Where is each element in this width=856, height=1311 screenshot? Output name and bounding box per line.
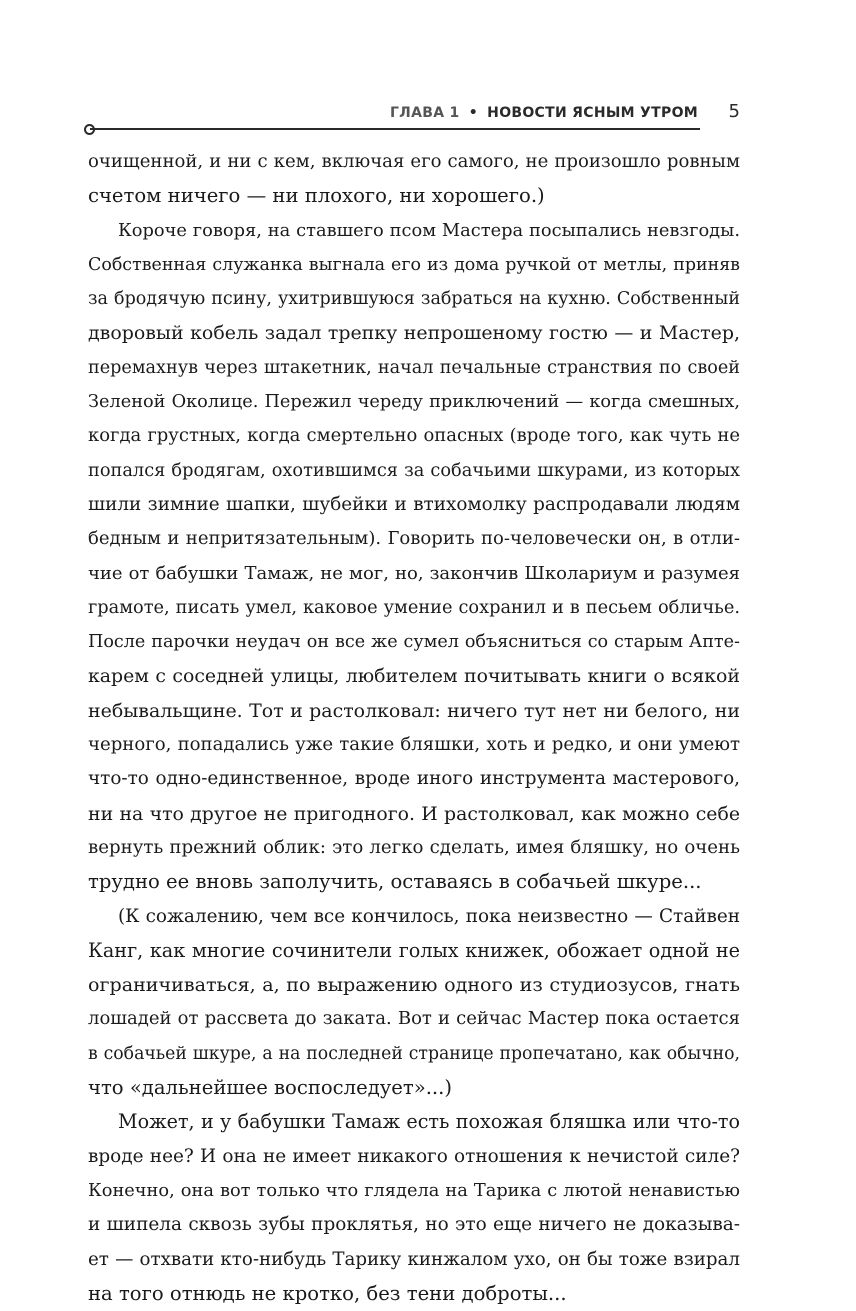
body-text xyxy=(88,145,740,1311)
text-line: вернуть прежний облик: это легко сделать, имея бляшку, но очень xyxy=(88,836,740,858)
chapter-title: НОВОСТИ ЯСНЫМ УТРОМ xyxy=(487,105,698,121)
text-line: небывальщине. Тот и растолковал: ничего тут нет ни белого, ни xyxy=(88,699,740,722)
text-line: Собственная служанка выгнала его из дома ручкой от метлы, приняв xyxy=(88,254,740,275)
separator-bullet: • xyxy=(468,105,478,121)
text-line: чие от бабушки Тамаж, не мог, но, закончив Школариум и разумея xyxy=(88,562,740,584)
text-line: на того отнюдь не кротко, без тени доброты... xyxy=(88,1281,567,1305)
text-line: Канг, как многие сочинители голых книжек, обожает одной не xyxy=(88,938,740,962)
text-line: за бродячую псину, ухитрившуюся забраться на кухню. Собственный xyxy=(88,289,740,310)
text-line: трудно ее вновь заполучить, оставаясь в собачьей шкуре... xyxy=(88,870,702,894)
running-head xyxy=(390,105,698,121)
text-line: ни на что другое не пригодного. И растолковал, как можно себе xyxy=(88,802,740,825)
text-line: в собачьей шкуре, а на последней странице пропечатано, как обычно, xyxy=(88,1043,740,1064)
text-line: ограничиваться, а, по выражению одного из студиозусов, гнать xyxy=(88,973,740,997)
text-line: что «дальнейшее воспоследует»...) xyxy=(88,1076,453,1100)
text-line: Может, и у бабушки Тамаж есть похожая бляшка или что-то xyxy=(118,1110,740,1134)
text-line: карем с соседней улицы, любителем почитывать книги о всякой xyxy=(88,665,740,688)
text-line: и шипела сквозь зубы проклятья, но это еще ничего не доказыва- xyxy=(88,1214,740,1236)
page-number: 5 xyxy=(728,101,740,122)
text-line: счетом ничего — ни плохого, ни хорошего.) xyxy=(88,184,545,208)
text-line: Конечно, она вот только что глядела на Тарика с лютой ненавистью xyxy=(88,1180,740,1201)
text-line: лошадей от рассвета до заката. Вот и сейчас Мастер пока остается xyxy=(88,1008,740,1030)
text-line: перемахнув через штакетник, начал печальные странствия по своей xyxy=(88,357,740,378)
text-line: После парочки неудач он все же сумел объясниться со старым Апте- xyxy=(88,632,740,653)
header-rule xyxy=(90,128,700,130)
text-line: попался бродягам, охотившимся за собачьими шкурами, из которых xyxy=(88,460,740,481)
chapter-label: ГЛАВА 1 xyxy=(389,105,460,121)
text-line: черного, попадались уже такие бляшки, хоть и редко, и они умеют xyxy=(88,734,740,756)
text-line: бедным и непритязательным). Говорить по-человечески он, в отли- xyxy=(88,528,740,550)
text-line: (К сожалению, чем все кончилось, пока неизвестно — Стайвен xyxy=(118,905,740,927)
text-line: Короче говоря, на ставшего псом Мастера посыпались невзгоды. xyxy=(118,219,740,241)
text-line: грамоте, писать умел, каковое умение сохранил и в песьем обличье. xyxy=(88,597,740,618)
page-header xyxy=(84,100,744,130)
text-line: дворовый кобель задал трепку непрошеному гостю — и Мастер, xyxy=(88,322,740,345)
text-line: вроде нее? И она не имеет никакого отношения к нечистой силе? xyxy=(88,1145,740,1167)
text-line: что-то одно-единственное, вроде иного инструмента мастерового, xyxy=(88,768,740,790)
text-line: ет — отхвати кто-нибудь Тарику кинжалом ухо, он бы тоже взирал xyxy=(88,1248,740,1270)
text-line: шили зимние шапки, шубейки и втихомолку распродавали людям xyxy=(88,493,740,515)
text-line: Зеленой Околице. Пережил череду приключений — когда смешных, xyxy=(88,392,740,413)
text-line: когда грустных, когда смертельно опасных (вроде того, как чуть не xyxy=(88,425,740,447)
text-line: очищенной, и ни с кем, включая его самого, не произошло ровным xyxy=(88,151,740,172)
